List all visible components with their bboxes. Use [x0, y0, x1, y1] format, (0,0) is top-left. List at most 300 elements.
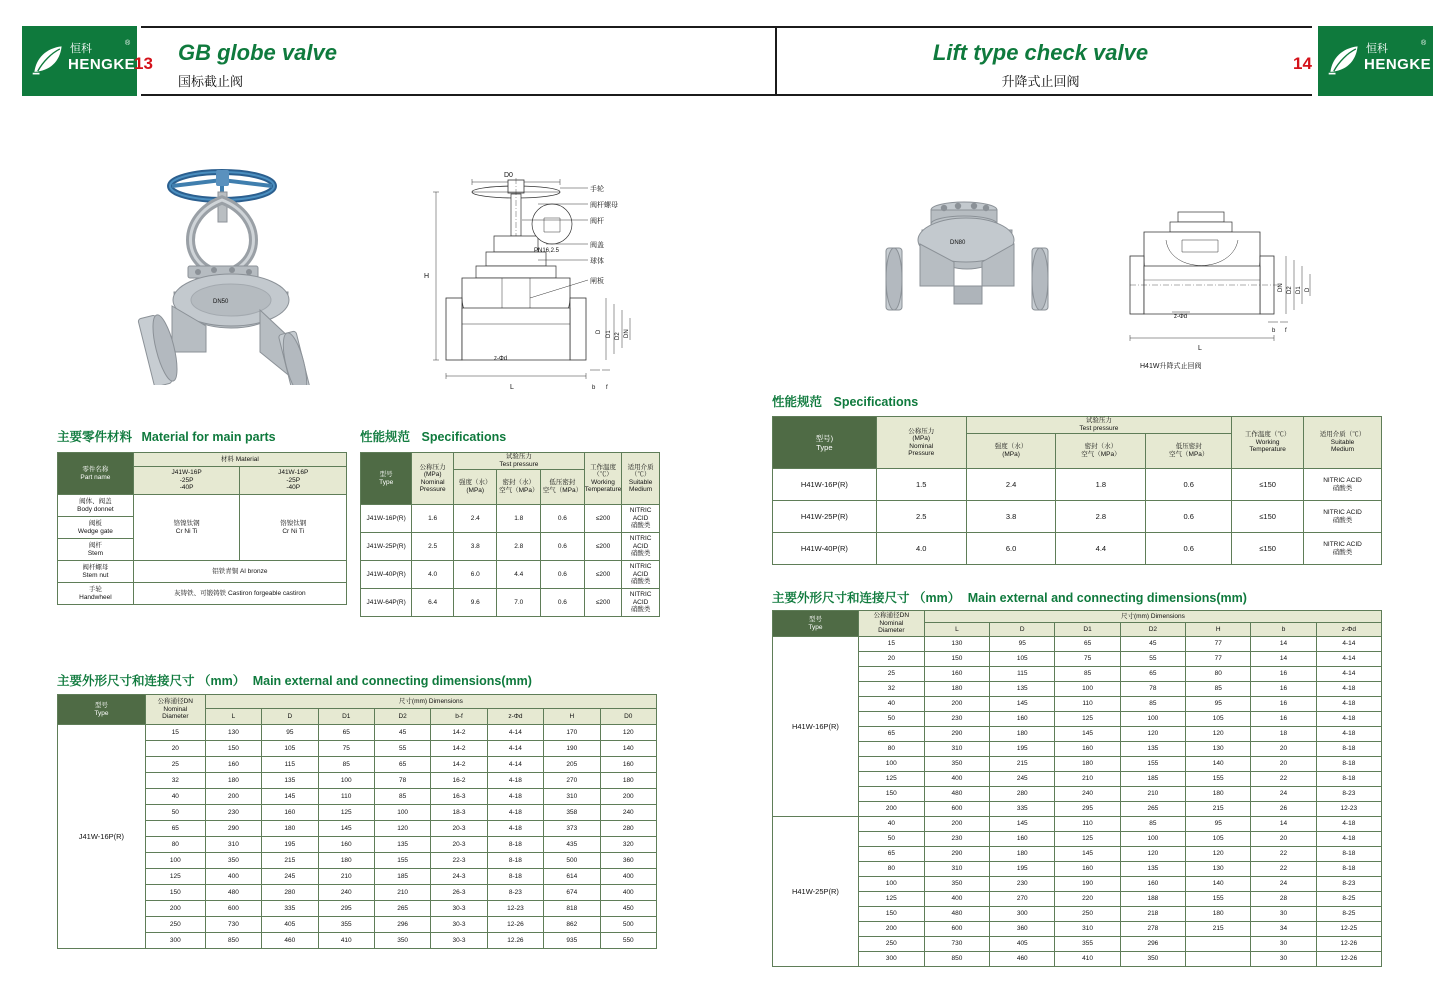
dim-cell: 310 — [1055, 922, 1120, 937]
dim-cell: 130 — [924, 637, 989, 652]
dim-cell: 850 — [924, 952, 989, 967]
dim-cell: 360 — [600, 853, 656, 869]
dim-col-dn: 公称通径DN Nominal Diameter — [145, 695, 205, 725]
spec-seal: 4.4 — [1056, 533, 1146, 565]
spec-col-strength: 强度（水） (MPa) — [454, 469, 497, 504]
svg-text:b: b — [1272, 328, 1276, 334]
table-row — [58, 869, 657, 885]
dim-dn: 65 — [145, 821, 205, 837]
right-dims-title-en: Main external and connecting dimensions(mm) — [967, 591, 1247, 605]
dim-cell: 140 — [600, 741, 656, 757]
spec-col-working-temp: 工作温度（℃） Working Temperature — [1232, 417, 1304, 469]
svg-text:DN50: DN50 — [213, 299, 229, 305]
dim-cell: 350 — [924, 757, 989, 772]
spec-col-medium: 适用介质 （℃） Suitable Medium — [622, 453, 660, 505]
table-row — [58, 695, 657, 709]
dim-cell: 20 — [1251, 742, 1316, 757]
dim-cell: 77 — [1186, 637, 1251, 652]
dim-cell: 115 — [990, 667, 1055, 682]
table-row — [773, 757, 1382, 772]
dim-cell: 14-2 — [431, 741, 487, 757]
right-dimensions-table — [772, 610, 1382, 967]
dim-cell: 278 — [1120, 922, 1185, 937]
spec-col-nominal-pressure: 公称压力 (MPa) Nominal Pressure — [876, 417, 966, 469]
table-row — [773, 952, 1382, 967]
dim-cell: 270 — [990, 892, 1055, 907]
svg-text:D2: D2 — [1287, 286, 1293, 294]
dim-cell: 190 — [544, 741, 600, 757]
dim-dn: 200 — [858, 922, 924, 937]
dim-cell: 77 — [1186, 652, 1251, 667]
dim-cell: 110 — [1055, 697, 1120, 712]
dim-cell: 188 — [1120, 892, 1185, 907]
materials-col-type-2: J41W-16P -25P -40P — [240, 467, 347, 495]
dim-cell: 280 — [990, 787, 1055, 802]
dim-cell: 100 — [374, 805, 430, 821]
dim-cell: 310 — [924, 742, 989, 757]
dim-cell: 45 — [374, 725, 430, 741]
dim-cell: 310 — [544, 789, 600, 805]
spec-medium: NITRIC ACID 硝酸类 — [622, 589, 660, 617]
table-row — [773, 832, 1382, 847]
table-row — [773, 697, 1382, 712]
dim-cell: 160 — [1120, 877, 1185, 892]
dim-dn: 100 — [858, 877, 924, 892]
dim-cell: 20-3 — [431, 821, 487, 837]
dim-cell: 4-14 — [1316, 652, 1381, 667]
table-row — [773, 533, 1382, 565]
table-row — [58, 773, 657, 789]
spec-seal: 1.8 — [1056, 469, 1146, 501]
dim-cell: 600 — [924, 802, 989, 817]
dim-col-d1: D1 — [318, 708, 374, 724]
dim-cell: 12.26 — [487, 933, 543, 949]
material-part-name: 手轮 Handwheel — [58, 583, 134, 605]
spec-col-medium: 适用介质（℃） Suitable Medium — [1304, 417, 1382, 469]
dim-cell: 405 — [990, 937, 1055, 952]
dim-cell: 155 — [1186, 892, 1251, 907]
dim-cell: 190 — [1055, 877, 1120, 892]
dim-cell: 8-18 — [1316, 847, 1381, 862]
logo-registered-mark: ® — [1421, 40, 1427, 47]
dim-cell: 245 — [262, 869, 318, 885]
spec-type: J41W-16P(R) — [361, 505, 412, 533]
svg-text:D: D — [1305, 287, 1311, 292]
dim-dn: 250 — [145, 917, 205, 933]
svg-text:DN: DN — [1278, 283, 1284, 292]
dim-cell: 80 — [1186, 667, 1251, 682]
dim-cell: 135 — [374, 837, 430, 853]
dim-cell — [1186, 952, 1251, 967]
dim-cell: 4-18 — [1316, 712, 1381, 727]
dim-cell: 100 — [1120, 832, 1185, 847]
dim-cell: 78 — [374, 773, 430, 789]
page-header — [0, 26, 1440, 96]
logo-cn-text: 恒科 — [70, 43, 92, 55]
svg-text:DN80: DN80 — [950, 240, 966, 246]
dim-cell: 140 — [1186, 757, 1251, 772]
table-row — [773, 727, 1382, 742]
dim-cell: 8-18 — [1316, 757, 1381, 772]
table-row — [773, 417, 1382, 434]
table-row — [773, 787, 1382, 802]
dim-cell: 280 — [600, 821, 656, 837]
dim-col-b-f: b-f — [431, 708, 487, 724]
dim-cell: 4-18 — [487, 821, 543, 837]
dim-cell: 180 — [990, 727, 1055, 742]
dim-dn: 65 — [858, 847, 924, 862]
dim-cell: 160 — [990, 832, 1055, 847]
dim-cell: 12-26 — [487, 917, 543, 933]
table-row — [773, 742, 1382, 757]
logo-brand-text: HENGKE — [1364, 56, 1432, 73]
dim-dn: 150 — [145, 885, 205, 901]
spec-temp: ≤150 — [1232, 469, 1304, 501]
dim-cell: 818 — [544, 901, 600, 917]
spec-medium: NITRIC ACID 硝酸类 — [622, 561, 660, 589]
dim-col-group: 尺寸(mm) Dimensions — [205, 695, 656, 709]
table-row — [58, 789, 657, 805]
table-row — [361, 589, 660, 617]
dim-cell: 125 — [1055, 832, 1120, 847]
dim-cell: 130 — [1186, 862, 1251, 877]
dim-col-d2: D2 — [374, 708, 430, 724]
dim-cell: 862 — [544, 917, 600, 933]
dim-cell: 730 — [205, 917, 261, 933]
table-row — [773, 469, 1382, 501]
dim-cell: 400 — [600, 869, 656, 885]
dim-cell: 110 — [318, 789, 374, 805]
dim-cell: 355 — [318, 917, 374, 933]
dim-cell: 935 — [544, 933, 600, 949]
dim-dn: 50 — [145, 805, 205, 821]
dim-type-label: J41W-16P(R) — [58, 725, 146, 949]
table-row — [361, 561, 660, 589]
spec-strength: 6.0 — [454, 561, 497, 589]
spec-strength: 2.4 — [454, 505, 497, 533]
dim-cell: 180 — [318, 853, 374, 869]
dim-dn: 50 — [858, 832, 924, 847]
dim-cell: 200 — [600, 789, 656, 805]
materials-col-partname: 零件名称 Part name — [80, 466, 111, 481]
dim-cell: 105 — [262, 741, 318, 757]
spec-strength: 6.0 — [966, 533, 1056, 565]
dim-cell: 500 — [544, 853, 600, 869]
dim-cell: 245 — [990, 772, 1055, 787]
dim-cell: 22 — [1251, 772, 1316, 787]
svg-text:手轮: 手轮 — [590, 186, 604, 193]
svg-text:球体: 球体 — [590, 258, 604, 265]
dim-cell: 135 — [1120, 742, 1185, 757]
spec-np: 1.5 — [876, 469, 966, 501]
dim-cell: 26 — [1251, 802, 1316, 817]
dim-cell: 180 — [990, 847, 1055, 862]
dim-cell: 85 — [374, 789, 430, 805]
dim-cell: 295 — [318, 901, 374, 917]
dim-cell: 240 — [600, 805, 656, 821]
dim-cell: 200 — [205, 789, 261, 805]
dim-cell: 78 — [1120, 682, 1185, 697]
spec-temp: ≤200 — [584, 589, 622, 617]
dim-cell: 4-18 — [1316, 832, 1381, 847]
dim-cell: 265 — [374, 901, 430, 917]
dim-cell: 240 — [318, 885, 374, 901]
table-row — [773, 611, 1382, 623]
dim-cell: 18-3 — [431, 805, 487, 821]
table-row — [773, 652, 1382, 667]
dim-cell: 22-3 — [431, 853, 487, 869]
svg-text:L: L — [510, 384, 514, 391]
spec-col-low-seal: 低压密封 空气（MPa） — [541, 469, 585, 504]
dim-cell: 460 — [262, 933, 318, 949]
spec-col-working-temp: 工作温度 （℃） Working Temperature — [584, 453, 622, 505]
dim-cell: 135 — [1120, 862, 1185, 877]
dim-cell: 8-18 — [1316, 772, 1381, 787]
dim-cell: 8-25 — [1316, 907, 1381, 922]
dim-cell: 12-23 — [487, 901, 543, 917]
materials-title-cn: 主要零件材料 — [57, 430, 133, 444]
dim-dn: 50 — [858, 712, 924, 727]
svg-text:z-Φd: z-Φd — [1174, 314, 1188, 320]
dim-cell: 4-18 — [487, 805, 543, 821]
dim-dn: 20 — [858, 652, 924, 667]
dim-cell: 65 — [318, 725, 374, 741]
svg-text:f: f — [1285, 328, 1287, 334]
dim-cell: 4-18 — [487, 773, 543, 789]
dim-cell: 4-14 — [1316, 667, 1381, 682]
dim-cell: 26-3 — [431, 885, 487, 901]
table-row — [58, 757, 657, 773]
table-row — [58, 885, 657, 901]
material-part-name: 阀体、阀盖 Body donnet — [58, 495, 134, 517]
dim-cell: 12-26 — [1316, 937, 1381, 952]
spec-type: H41W-25P(R) — [773, 501, 877, 533]
dim-cell: 85 — [1055, 667, 1120, 682]
dim-cell: 180 — [924, 682, 989, 697]
dim-cell: 14 — [1251, 652, 1316, 667]
dim-cell: 200 — [924, 817, 989, 832]
dim-cell: 296 — [1120, 937, 1185, 952]
dim-col-d: D — [990, 622, 1055, 636]
dim-col-z-d: z-Φd — [487, 708, 543, 724]
dim-dn: 25 — [858, 667, 924, 682]
dim-cell: 195 — [262, 837, 318, 853]
spec-strength: 3.8 — [966, 501, 1056, 533]
table-row — [58, 933, 657, 949]
svg-text:H: H — [424, 273, 430, 280]
dim-cell: 75 — [1055, 652, 1120, 667]
dim-cell: 155 — [1186, 772, 1251, 787]
dim-cell: 14 — [1251, 637, 1316, 652]
dim-cell: 8-23 — [487, 885, 543, 901]
spec-col-type: 型号) Type — [773, 417, 877, 469]
dim-dn: 300 — [858, 952, 924, 967]
left-dimensions-table — [57, 694, 657, 949]
dim-cell: 205 — [544, 757, 600, 773]
left-specs-table — [360, 452, 660, 617]
dim-col-b: b — [1251, 622, 1316, 636]
dim-cell: 8-18 — [487, 853, 543, 869]
spec-seal: 4.4 — [497, 561, 541, 589]
dim-cell: 22 — [1251, 847, 1316, 862]
dim-cell: 405 — [262, 917, 318, 933]
dim-cell: 95 — [262, 725, 318, 741]
dim-cell: 100 — [318, 773, 374, 789]
dim-cell: 410 — [318, 933, 374, 949]
table-row — [361, 533, 660, 561]
dim-cell: 4-18 — [1316, 727, 1381, 742]
dim-dn: 200 — [858, 802, 924, 817]
materials-table — [57, 452, 347, 605]
dim-dn: 200 — [145, 901, 205, 917]
spec-strength: 2.4 — [966, 469, 1056, 501]
dim-cell: 373 — [544, 821, 600, 837]
check-valve-drawing — [1120, 200, 1350, 380]
dim-cell: 4-14 — [487, 757, 543, 773]
spec-np: 2.5 — [876, 501, 966, 533]
dim-cell: 350 — [374, 933, 430, 949]
svg-text:D0: D0 — [504, 172, 513, 179]
table-row — [773, 667, 1382, 682]
dim-cell: 75 — [318, 741, 374, 757]
table-row — [58, 821, 657, 837]
dim-cell: 30 — [1251, 937, 1316, 952]
dim-cell: 310 — [205, 837, 261, 853]
logo-right — [1318, 26, 1433, 96]
svg-text:z-Φd: z-Φd — [494, 356, 508, 362]
dim-cell: 16 — [1251, 697, 1316, 712]
spec-seal: 7.0 — [497, 589, 541, 617]
dim-cell: 65 — [1120, 667, 1185, 682]
dim-cell: 320 — [600, 837, 656, 853]
dim-cell: 215 — [990, 757, 1055, 772]
dim-dn: 15 — [145, 725, 205, 741]
dim-cell: 170 — [544, 725, 600, 741]
dim-dn: 100 — [145, 853, 205, 869]
dim-cell: 85 — [1186, 682, 1251, 697]
dim-cell: 145 — [1055, 727, 1120, 742]
dim-col-d1: D1 — [1055, 622, 1120, 636]
table-row — [58, 853, 657, 869]
dim-col-d: D — [262, 708, 318, 724]
spec-temp: ≤200 — [584, 505, 622, 533]
spec-seal: 2.8 — [1056, 501, 1146, 533]
svg-text:D2: D2 — [615, 332, 621, 340]
dim-type-label: H41W-25P(R) — [773, 817, 859, 967]
dim-cell: 4-18 — [487, 789, 543, 805]
table-row — [773, 682, 1382, 697]
dim-cell: 16 — [1251, 712, 1316, 727]
dim-dn: 250 — [858, 937, 924, 952]
dim-cell: 24-3 — [431, 869, 487, 885]
logo-brand-text: HENGKE — [68, 56, 136, 73]
dim-cell: 135 — [262, 773, 318, 789]
spec-strength: 9.6 — [454, 589, 497, 617]
dim-cell: 22 — [1251, 862, 1316, 877]
dim-cell: 20 — [1251, 757, 1316, 772]
material-part-name: 阀杆螺母 Stem nut — [58, 561, 134, 583]
dim-cell: 550 — [600, 933, 656, 949]
spec-col-type: 型号 Type — [361, 453, 412, 505]
left-dims-section-title — [57, 671, 532, 689]
materials-col-type-1: J41W-16P -25P -40P — [133, 467, 240, 495]
spec-medium: NITRIC ACID 硝酸类 — [1304, 469, 1382, 501]
dim-cell: 155 — [1120, 757, 1185, 772]
dim-cell: 160 — [990, 712, 1055, 727]
dim-dn: 40 — [858, 817, 924, 832]
dim-col-d0: D0 — [600, 708, 656, 724]
dim-dn: 20 — [145, 741, 205, 757]
spec-col-test-pressure: 试验压力 Test pressure — [966, 417, 1232, 434]
dim-cell: 180 — [205, 773, 261, 789]
svg-text:D1: D1 — [606, 330, 612, 338]
dim-cell: 350 — [205, 853, 261, 869]
dim-cell: 360 — [990, 922, 1055, 937]
dim-cell: 145 — [318, 821, 374, 837]
dim-cell: 400 — [600, 885, 656, 901]
spec-col-test-pressure: 试验压力 Test pressure — [454, 453, 585, 470]
dim-cell: 4-14 — [487, 725, 543, 741]
spec-type: J41W-40P(R) — [361, 561, 412, 589]
dim-cell: 265 — [1120, 802, 1185, 817]
dim-cell: 16 — [1251, 682, 1316, 697]
spec-medium: NITRIC ACID 硝酸类 — [1304, 501, 1382, 533]
dim-dn: 125 — [858, 772, 924, 787]
spec-col-strength: 强度（水） (MPa) — [966, 433, 1056, 468]
dim-dn: 25 — [145, 757, 205, 773]
dim-cell: 145 — [990, 817, 1055, 832]
dim-cell: 270 — [544, 773, 600, 789]
spec-medium: NITRIC ACID 硝酸类 — [1304, 533, 1382, 565]
dim-cell: 110 — [1055, 817, 1120, 832]
dim-cell: 45 — [1120, 637, 1185, 652]
dim-cell: 95 — [990, 637, 1055, 652]
logo-registered-mark: ® — [125, 40, 131, 47]
dim-cell: 195 — [990, 862, 1055, 877]
table-row — [773, 712, 1382, 727]
dim-cell: 210 — [318, 869, 374, 885]
right-specs-title-en: Specifications — [833, 395, 919, 409]
dim-cell: 730 — [924, 937, 989, 952]
dim-cell: 30 — [1251, 952, 1316, 967]
dim-cell: 155 — [374, 853, 430, 869]
dim-cell: 250 — [1055, 907, 1120, 922]
dim-cell: 290 — [205, 821, 261, 837]
dim-cell: 4-18 — [1316, 697, 1381, 712]
dim-cell: 130 — [1186, 742, 1251, 757]
table-row — [773, 862, 1382, 877]
spec-low: 0.6 — [541, 533, 585, 561]
dim-cell: 350 — [924, 877, 989, 892]
dim-cell: 180 — [600, 773, 656, 789]
dim-col-type: 型号 Type — [773, 611, 859, 637]
dim-dn: 65 — [858, 727, 924, 742]
dim-cell: 12-26 — [1316, 952, 1381, 967]
dim-col-h: H — [544, 708, 600, 724]
dim-cell: 125 — [1055, 712, 1120, 727]
dim-cell: 30-3 — [431, 901, 487, 917]
right-specs-title-cn: 性能规范 — [772, 395, 823, 409]
globe-valve-drawing — [410, 148, 730, 398]
table-row — [58, 837, 657, 853]
dim-dn: 32 — [145, 773, 205, 789]
dim-dn: 40 — [858, 697, 924, 712]
dim-cell: 210 — [374, 885, 430, 901]
dim-cell: 240 — [1055, 787, 1120, 802]
dim-cell: 160 — [1055, 742, 1120, 757]
spec-temp: ≤200 — [584, 561, 622, 589]
spec-col-seal: 密封（水） 空气（MPa） — [1056, 433, 1146, 468]
